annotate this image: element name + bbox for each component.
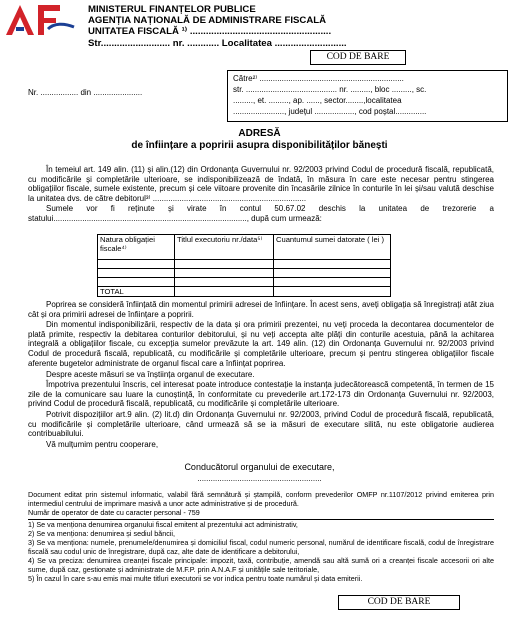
paragraph-thanks: Vă mulțumim pentru cooperare, [46, 440, 159, 449]
table-cell [98, 260, 175, 269]
table-cell [98, 269, 175, 278]
fiscal-unit: UNITATEA FISCALĂ ¹⁾ ..................................................... [88, 26, 332, 37]
unit-address: Str.......................... nr. ............ Localitatea ........................... [88, 38, 347, 49]
paragraph-indisponibility: Din momentul indisponibilizării, respectiv de la data și ora primirii prezentei, nu veți proceda la decontarea documentelor de plată primite, respectiv la debitarea conturilor debitorului, și nu veți accepta alte plăți din conturile acestuia, până la achitarea integrală a obligațiilor fiscale, cu excepția sumelor prevăzute la art. 149 alin. (12) din Ordonanța Guvernului nr. 92/2003 privind Codul de procedură fiscală, republicată, cu modificările și completările ulterioare, precum și pentru stingerea obligațiilor fiscale aferente bugetelor administrate de organul fiscal care a înființat poprirea. [28, 320, 494, 368]
paragraph-notify: Despre aceste măsuri se va înștiința organul de executare. [46, 370, 255, 379]
total-label: TOTAL [98, 287, 175, 297]
document-subtitle: de înființare a popririi asupra disponibilităților bănești [131, 140, 388, 151]
receiver-street: str. ......................................... nr. ........., bloc ........., sc. [233, 85, 427, 94]
barcode-bottom: COD DE BARE [338, 595, 460, 610]
table-cell [274, 269, 391, 278]
table-cell [98, 278, 175, 287]
edition-note: Document editat prin sistemul informatic, valabil fără semnătură și ștampilă, conform prevederilor OMFP nr.1107/2012 privind emiterea prin intermediul centrului de imprimare masivă a unor acte administrative și de procedură. [28, 490, 494, 508]
table-cell [175, 260, 274, 269]
anaf-logo [4, 3, 82, 37]
document-number: Nr. ................. din ...................... [28, 88, 143, 97]
ministry-name: MINISTERUL FINANȚELOR PUBLICE [88, 4, 256, 15]
col-header-amount: Cuantumul sumei datorate ( lei ) [274, 235, 391, 260]
receiver-bank: Către²⁾ ................................................................. [233, 74, 404, 83]
barcode-top: COD DE BARE [310, 50, 406, 65]
table-cell [274, 260, 391, 269]
signature-title: Conducătorul organului de executare, [184, 462, 335, 472]
paragraph-legal-basis: În temeiul art. 149 alin. (11) și alin.(12) din Ordonanța Guvernului nr. 92/2003 privind Codul de procedură fiscală, republicată, cu modificările și completările ulterioare, se indisponibilizează de îndată, în măsura în care este necesar pentru stingerea obligațiilor fiscale, sumele existente, precum și cele viitoare provenite din încasările zilnice în conturile în lei și/sau valută deschise la unitatea dvs. de către debitorul³⁾ ..................................................................... [28, 165, 494, 204]
footnote-3: 3) Se va menționa: numele, prenumele/denumirea și domiciliul fiscal, codul numeric personal, numărul de identificare fiscală, codul de înregistrare fiscală sau codul unic de înregistrare, după caz, alte date de identificare a debitorului, [28, 538, 494, 556]
receiver-county: ......................., județul .................., cod poștal.............. [233, 107, 427, 116]
operator-number: Număr de operator de date cu caracter personal - 759 [28, 508, 200, 517]
signature-line: ........................................................ [197, 474, 322, 483]
footnote-2: 2) Se va menționa: denumirea și sediul băncii, [28, 529, 176, 538]
table-cell [274, 287, 391, 297]
footnote-1: 1) Se va menționa denumirea organului fiscal emitent al prezentului act administrativ, [28, 520, 298, 529]
paragraph-transfer: Sumele vor fi reținute și virate în contul 50.67.02 deschis la unitatea de trezorerie a statului......................................................................................., după cum urmează: [28, 204, 494, 223]
table-cell [175, 287, 274, 297]
agency-name: AGENȚIA NAȚIONALĂ DE ADMINISTRARE FISCALĂ [88, 15, 327, 26]
table-cell [175, 278, 274, 287]
footnote-5: 5) În cazul în care s-au emis mai multe titluri executorii se vor indica pentru toate numărul și data emiterii. [28, 574, 363, 583]
col-header-nature: Natura obligației fiscale⁴⁾ [98, 235, 175, 260]
receiver-box [227, 70, 508, 122]
document-title: ADRESĂ [238, 128, 281, 139]
footnote-4: 4) Se va preciza: denumirea creanței fiscale principale: impozit, taxă, contribuție, amendă sau altă sumă ori a creanței fiscale accesorii ori alte sume, după caz, gestionate și administrate de M.F.P. prin A.N.A.F și unitățile sale teritoriale, [28, 556, 494, 574]
paragraph-seizure-start: Poprirea se consideră înființată din momentul primirii adresei de înființare. În acest sens, aveți obligația să înregistrați atât ziua cât și ora primirii adresei de înființare a popririi. [28, 300, 494, 319]
paragraph-contest: Împotriva prezentului înscris, cel interesat poate introduce contestație la instanța judecătorească competentă, în termen de 15 zile de la comunicare sau luare la cunoștință, în conformitate cu prevederile art.172-173 din Ordonanța Guvernului nr. 92/2003, privind Codul de procedură fiscală, republicată, cu modificările și completările ulterioare. [28, 380, 494, 409]
table-cell [175, 269, 274, 278]
col-header-title: Titlul executoriu nr./data⁵⁾ [175, 235, 274, 260]
paragraph-audit: Potrivit dispozițiilor art.9 alin. (2) lit.d) din Ordonanța Guvernului nr. 92/2003, privind Codul de procedură fiscală, republicată, cu modificările și completările ulterioare, când urmează să se ia măsuri de executare silită, nu este obligatorie audierea contribuabilului. [28, 410, 494, 439]
obligations-table [97, 234, 391, 297]
table-cell [274, 278, 391, 287]
receiver-floor: ........., et. ........., ap. ......, sector........,localitatea [233, 96, 402, 105]
